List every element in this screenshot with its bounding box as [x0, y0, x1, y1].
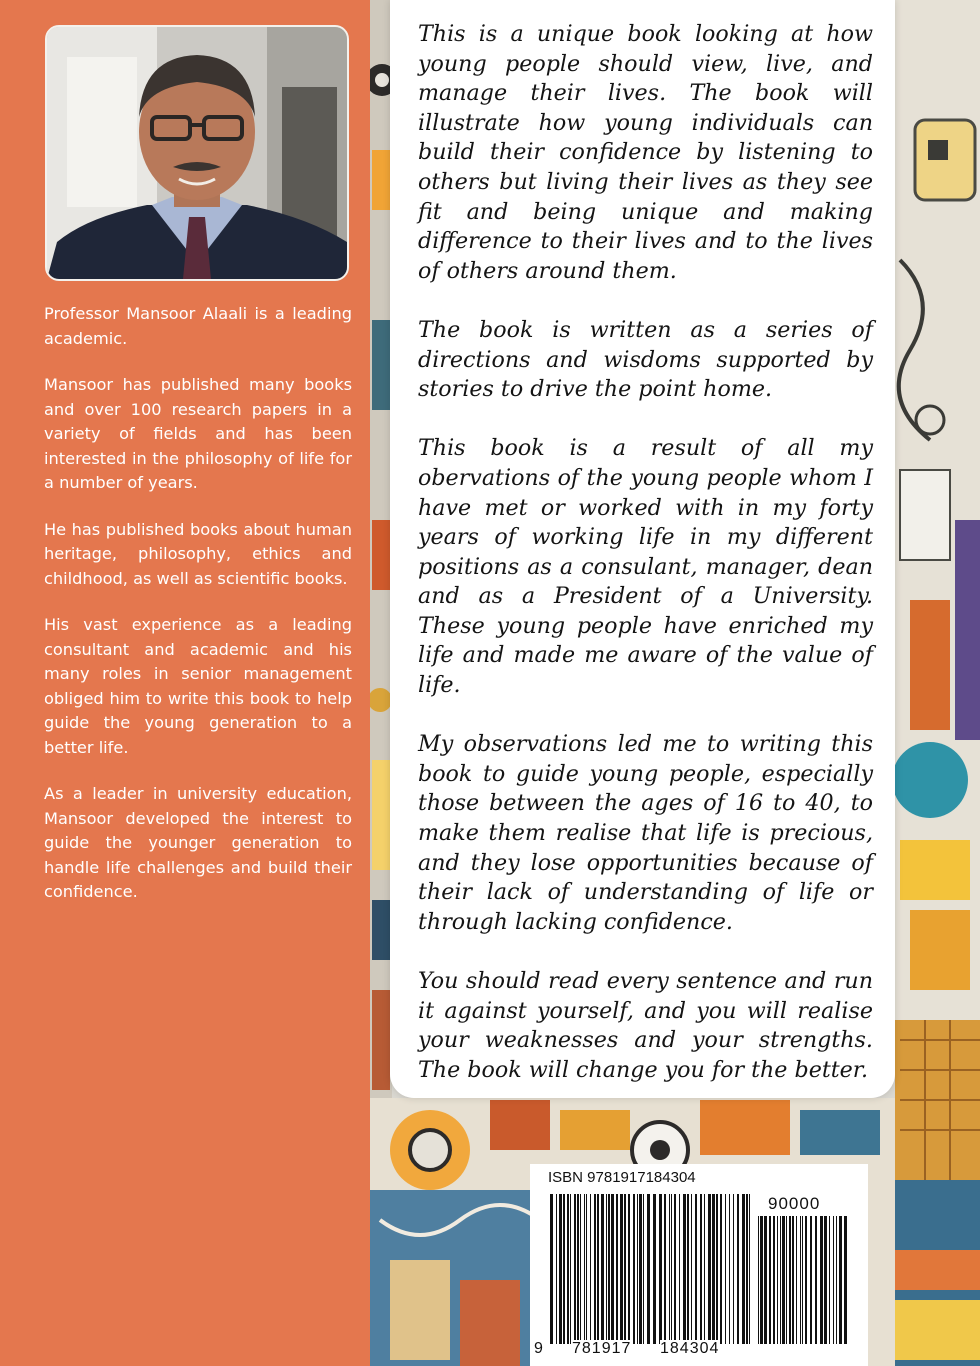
barcode-bar — [737, 1194, 739, 1344]
description-paragraph: This is a unique book looking at how young people should view, live, and manage their lives. The book will illustrate how young individuals can build their confidence by listening to others but living their lives as they see fit and being unique and making difference to their lives and to the lives of others around them. — [418, 21, 873, 284]
bio-paragraph: Professor Mansoor Alaali is a leading academic. — [44, 304, 352, 348]
bio-paragraph: He has published books about human heritage, philosophy, ethics and childhood, as well as scientific books. — [44, 519, 352, 588]
barcode-bar — [580, 1194, 581, 1344]
barcode-bar — [594, 1194, 596, 1344]
barcode-bar — [844, 1216, 847, 1344]
barcode-bar — [829, 1216, 830, 1344]
barcode-digits-group1: 781917 — [572, 1340, 632, 1357]
barcode-bar — [633, 1194, 635, 1344]
barcode-bars-icon — [550, 1194, 750, 1344]
barcode-bar — [839, 1216, 842, 1344]
barcode-bar — [550, 1194, 553, 1344]
author-panel — [0, 0, 370, 1366]
barcode-bar — [628, 1194, 630, 1344]
description-paragraph: My observations led me to writing this book to guide young people, especially those between the ages of 16 to 40, to make them realise that life is precious, and they lose opportunities because of their lack of understanding of life or through lacking confidence. — [418, 731, 873, 935]
barcode-bar — [695, 1194, 697, 1344]
barcode-bar — [608, 1194, 610, 1344]
barcode-bar — [725, 1194, 726, 1344]
barcode-bar — [749, 1194, 750, 1344]
barcode-bar — [590, 1194, 591, 1344]
barcode-digits-group2: 184304 — [660, 1340, 720, 1357]
author-portrait-icon — [47, 27, 347, 279]
barcode-bar — [669, 1194, 670, 1344]
barcode-bar — [653, 1194, 656, 1344]
barcode-bar — [674, 1194, 676, 1344]
addon-barcode-bars-icon — [758, 1216, 848, 1344]
barcode-bar — [802, 1216, 803, 1344]
barcode-bar — [773, 1216, 775, 1344]
barcode-bar — [691, 1194, 692, 1344]
barcode-bar — [786, 1216, 787, 1344]
author-bio — [44, 302, 352, 927]
barcode-bar — [712, 1194, 715, 1344]
barcode-bar — [586, 1194, 587, 1344]
barcode-bar — [556, 1194, 557, 1344]
price-code: 90000 — [768, 1194, 821, 1213]
barcode-bar — [611, 1194, 614, 1344]
barcode-bar — [780, 1216, 781, 1344]
barcode-bar — [782, 1216, 785, 1344]
barcode-bar — [769, 1216, 771, 1344]
description-paragraph: This book is a result of all my obervations of the young people whom I have met or worked with in my forty years of working life in my different positions as a consulant, manager, dean and as a President of a University. These young people have enriched my life and made me aware of the value of life. — [418, 435, 873, 699]
barcode-bar — [577, 1194, 579, 1344]
author-photo — [45, 25, 349, 281]
barcode-bar — [563, 1194, 565, 1344]
barcode-bar — [647, 1194, 650, 1344]
barcode-bar — [815, 1216, 817, 1344]
bio-paragraph: Mansoor has published many books and over 100 research papers in a variety of fields and has been interested in the philosophy of life for a number of years. — [44, 375, 352, 492]
barcode-bar — [777, 1216, 778, 1344]
barcode-bar — [764, 1216, 767, 1344]
barcode-bar — [720, 1194, 722, 1344]
barcode-bar — [760, 1216, 763, 1344]
bio-paragraph: As a leader in university education, Mansoor developed the interest to guide the younger generation to handle life challenges and build their confidence. — [44, 784, 352, 901]
isbn-label: ISBN 9781917184304 — [548, 1169, 696, 1186]
barcode-bar — [574, 1194, 576, 1344]
barcode-bar — [624, 1194, 626, 1344]
barcode-bar — [570, 1194, 571, 1344]
barcode-bar — [733, 1194, 734, 1344]
barcode-bar — [620, 1194, 623, 1344]
description-paragraph: You should read every sentence and run it against yourself, and you will realise your weaknesses and your strengths. The book will change you for the better. — [418, 968, 873, 1083]
barcode-bar — [836, 1216, 837, 1344]
barcode-bar — [758, 1216, 759, 1344]
barcode-bar — [700, 1194, 702, 1344]
barcode-bar — [637, 1194, 638, 1344]
barcode-bar — [742, 1194, 745, 1344]
barcode-bar — [643, 1194, 644, 1344]
description-paragraph: The book is written as a series of directions and wisdoms supported by stories to drive the point home. — [418, 316, 873, 403]
barcode-bar — [800, 1216, 801, 1344]
barcode-bar — [792, 1216, 794, 1344]
bio-paragraph: His vast experience as a leading consultant and academic and his many roles in senior management obliged him to write this book to help guide the young generation to a better life. — [44, 615, 352, 757]
barcode-bar — [687, 1194, 689, 1344]
barcode-digit-first: 9 — [534, 1340, 543, 1357]
barcode-bar — [659, 1194, 662, 1344]
barcode-bar — [601, 1194, 604, 1344]
barcode-bar — [664, 1194, 666, 1344]
barcode-bar — [708, 1194, 711, 1344]
barcode-bar — [746, 1194, 748, 1344]
description-text — [418, 20, 873, 1115]
barcode-bar — [606, 1194, 607, 1344]
barcode-bar — [616, 1194, 618, 1344]
barcode-bar — [559, 1194, 562, 1344]
barcode-bar — [716, 1194, 718, 1344]
isbn-barcode — [530, 1164, 868, 1366]
barcode-bar — [810, 1216, 812, 1344]
barcode-bar — [729, 1194, 730, 1344]
description-card — [390, 0, 895, 1098]
barcode-bar — [597, 1194, 599, 1344]
barcode-bar — [805, 1216, 807, 1344]
barcode-bar — [789, 1216, 791, 1344]
barcode-bar — [704, 1194, 705, 1344]
barcode-bar — [796, 1216, 797, 1344]
barcode-bar — [639, 1194, 642, 1344]
barcode-bar — [683, 1194, 686, 1344]
barcode-bar — [679, 1194, 680, 1344]
barcode-bar — [820, 1216, 823, 1344]
barcode-bar — [567, 1194, 569, 1344]
barcode-bar — [671, 1194, 672, 1344]
barcode-bar — [824, 1216, 827, 1344]
barcode-bar — [584, 1194, 585, 1344]
barcode-bar — [833, 1216, 834, 1344]
